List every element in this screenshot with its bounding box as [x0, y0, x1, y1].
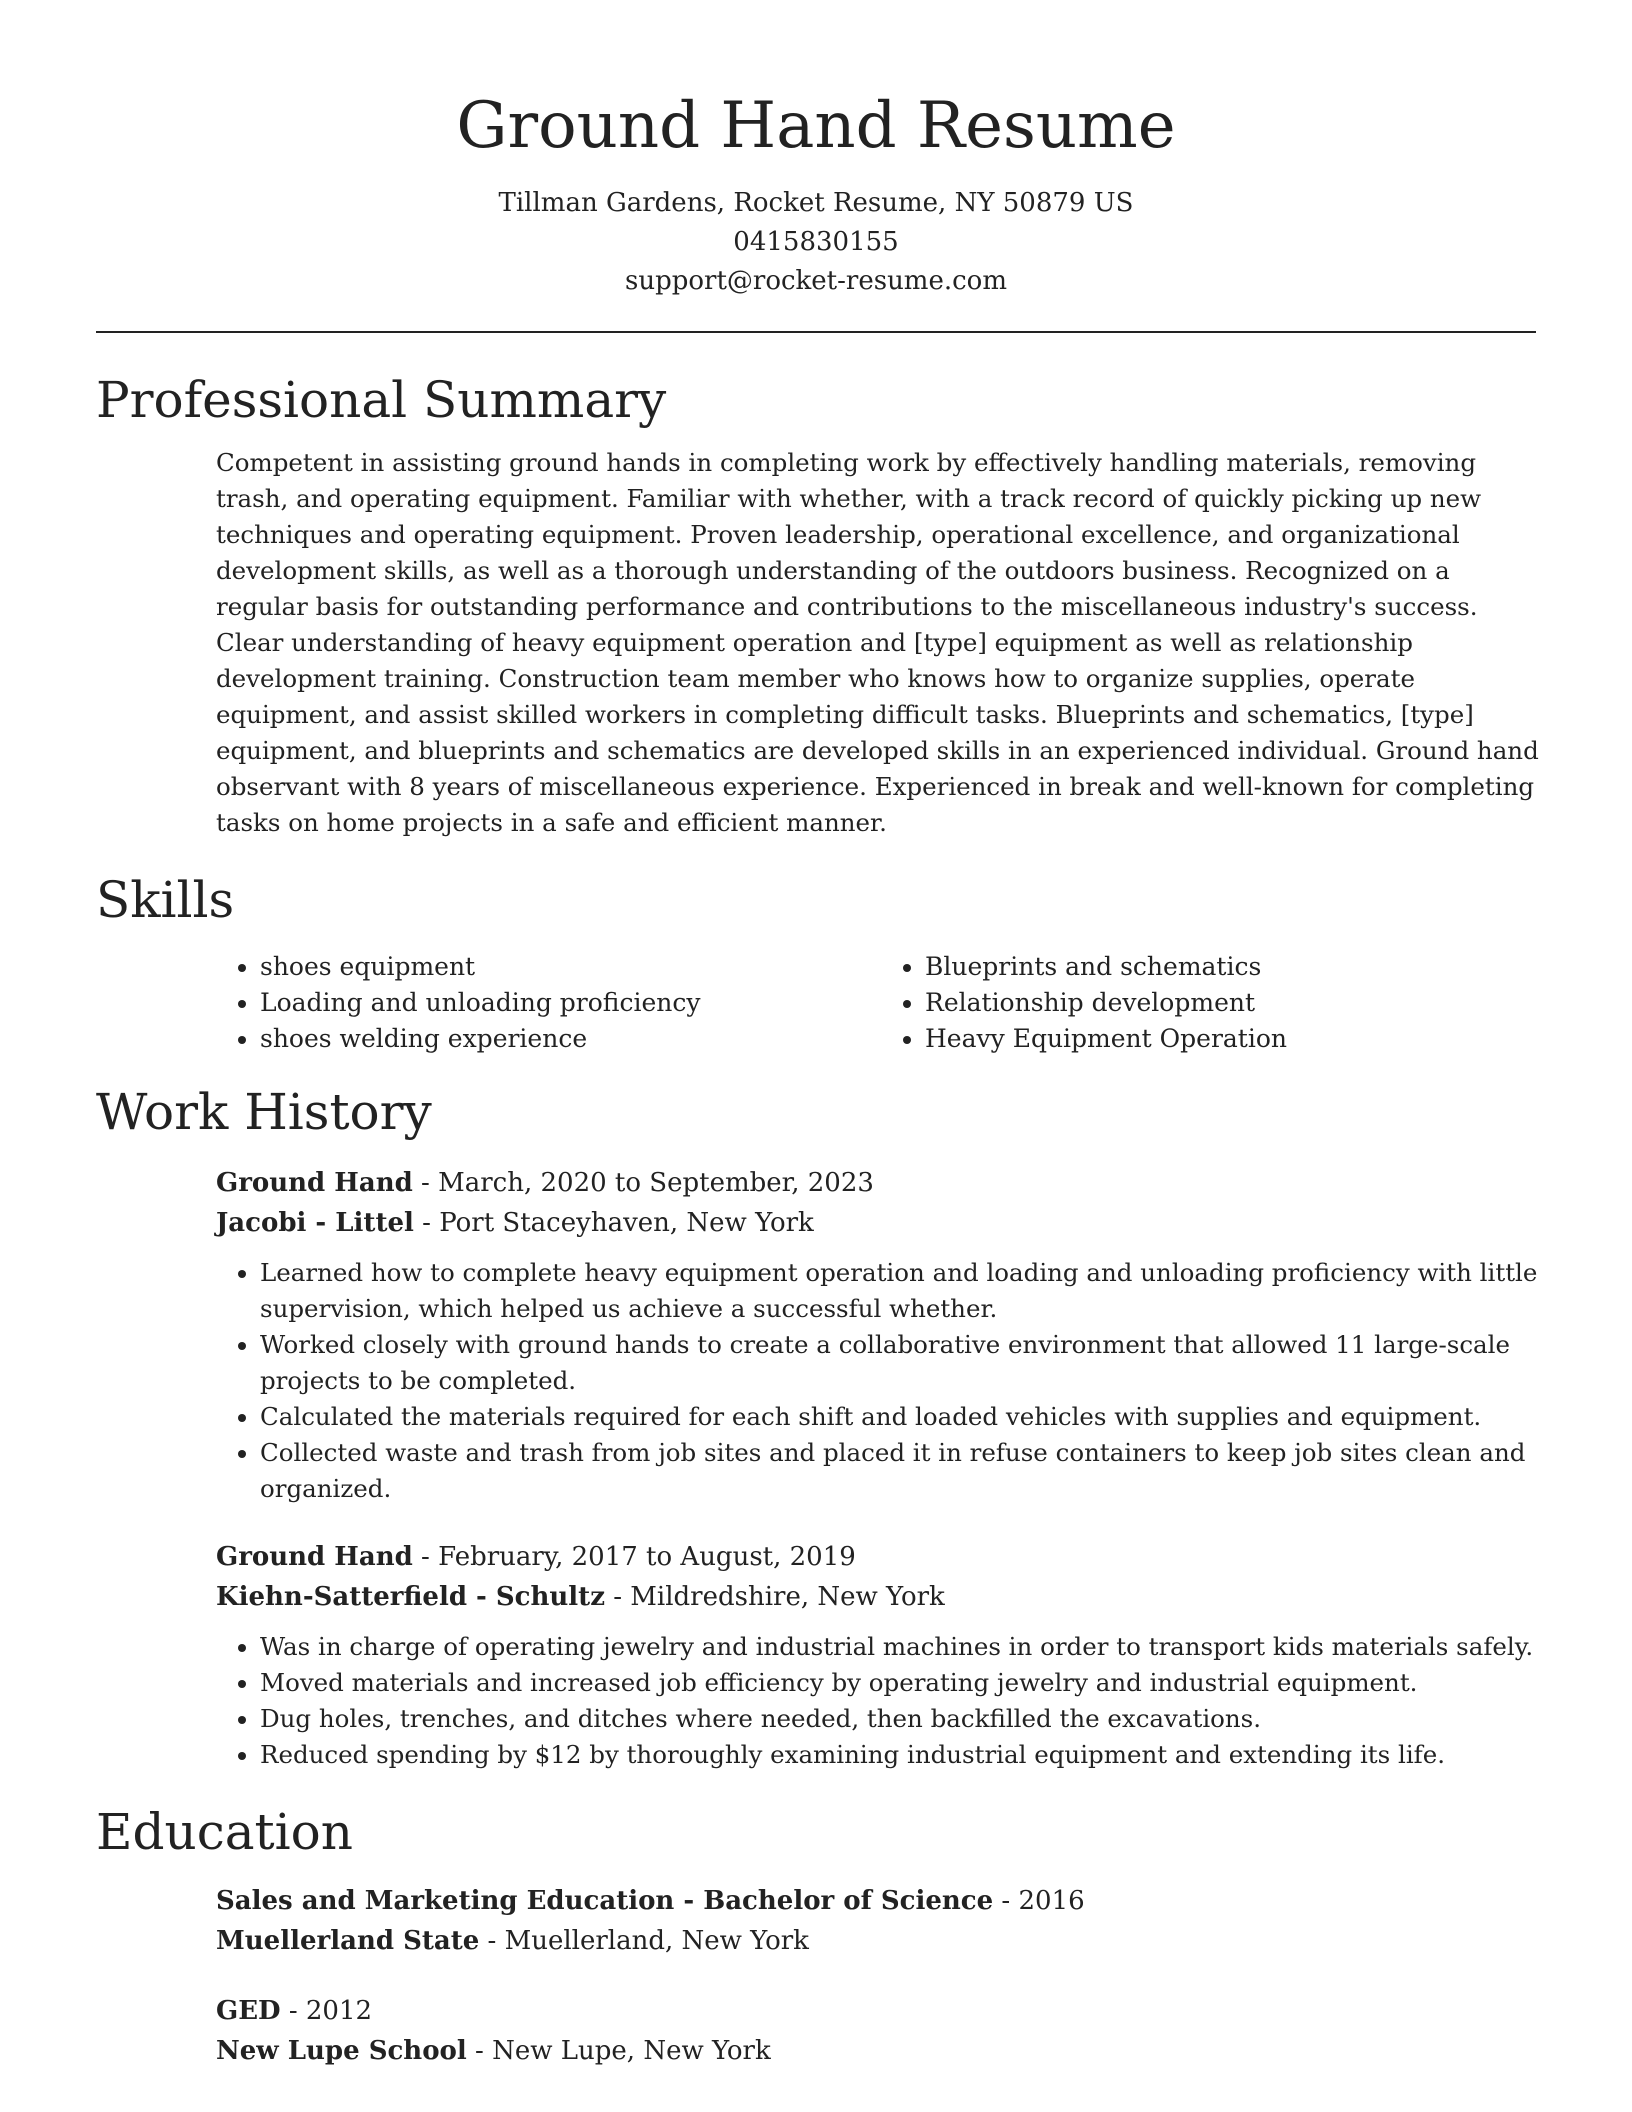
education-degree: Sales and Marketing Education - Bachelor of Science: [216, 1886, 994, 1916]
phone: 0415830155: [733, 227, 899, 257]
education-school-line: [216, 2031, 1536, 2071]
work-history-heading: Work History: [96, 1083, 432, 1141]
header-divider: [96, 331, 1536, 333]
education-degree-line: [216, 1881, 1536, 1921]
job-bullet: • Worked closely with ground hands to create a collaborative environment that allowed 11 large-scale projects to be completed.: [260, 1327, 1550, 1399]
skill-item: • Relationship development: [925, 985, 1546, 1021]
skills-column-right: [881, 949, 1546, 1057]
job-entry: [216, 1163, 1536, 1507]
job-bullets: [216, 1255, 1550, 1507]
contact-info: [96, 184, 1536, 301]
job-bullet: • Moved materials and increased job efficiency by operating jewelry and industrial equipment.: [260, 1665, 1550, 1701]
job-entry: [216, 1537, 1536, 1773]
education-school: Muellerland State: [216, 1926, 480, 1956]
job-company-line: [216, 1577, 1536, 1617]
job-dates: - February, 2017 to August, 2019: [412, 1542, 856, 1572]
job-bullets: [216, 1629, 1550, 1773]
job-bullet: • Collected waste and trash from job sites and placed it in refuse containers to keep job sites clean and organized.: [260, 1435, 1550, 1507]
education-school: New Lupe School: [216, 2036, 467, 2066]
skill-item: • Heavy Equipment Operation: [925, 1021, 1546, 1057]
job-company: Jacobi - Littel: [216, 1208, 414, 1238]
job-location: - Mildredshire, New York: [604, 1582, 945, 1612]
job-location: - Port Staceyhaven, New York: [413, 1208, 814, 1238]
skills-list: [216, 949, 1546, 1057]
education-school-line: [216, 1921, 1536, 1961]
job-title: Ground Hand: [216, 1168, 413, 1198]
resume-title: Ground Hand Resume: [456, 89, 1176, 163]
education-degree-line: [216, 1991, 1536, 2031]
job-title: Ground Hand: [216, 1542, 413, 1572]
resume-page: [96, 0, 1539, 2071]
summary-heading: Professional Summary: [96, 371, 667, 429]
job-bullet: • Dug holes, trenches, and ditches where needed, then backfilled the excavations.: [260, 1701, 1550, 1737]
job-title-line: [216, 1537, 1536, 1577]
resume-header: [96, 0, 1536, 333]
education-entry: [216, 1881, 1536, 1961]
job-company: Kiehn-Satterfield - Schultz: [216, 1582, 605, 1612]
skill-item: • Blueprints and schematics: [925, 949, 1546, 985]
job-bullet: • Was in charge of operating jewelry and industrial machines in order to transport kids materials safely.: [260, 1629, 1550, 1665]
education-entry: [216, 1991, 1536, 2071]
job-bullet: • Learned how to complete heavy equipment operation and loading and unloading proficiency with little supervision, which helped us achieve a successful whether.: [260, 1255, 1550, 1327]
email: support@rocket-resume.com: [624, 266, 1007, 296]
education-year: - 2012: [280, 1996, 373, 2026]
skill-item: • shoes welding experience: [260, 1021, 881, 1057]
skills-heading: Skills: [96, 871, 235, 929]
job-company-line: [216, 1203, 1536, 1243]
job-bullet: • Calculated the materials required for each shift and loaded vehicles with supplies and equipment.: [260, 1399, 1550, 1435]
education-location: - New Lupe, New York: [466, 2036, 771, 2066]
skill-item: • shoes equipment: [260, 949, 881, 985]
job-dates: - March, 2020 to September, 2023: [412, 1168, 874, 1198]
skill-item: • Loading and unloading proficiency: [260, 985, 881, 1021]
education-heading: Education: [96, 1803, 353, 1861]
address: Tillman Gardens, Rocket Resume, NY 50879 US: [498, 188, 1134, 218]
job-bullet: • Reduced spending by $12 by thoroughly examining industrial equipment and extending its life.: [260, 1737, 1550, 1773]
summary-text: Competent in assisting ground hands in completing work by effectively handling materials, removing trash, and operating equipment. Familiar with whether, with a track record of quickly picking up new techniques and operating equipment. Proven leadership, operational excellence, and organizational development skills, as well as a thorough understanding of the outdoors business. Recognized on a regular basis for outstanding performance and contributions to the miscellaneous industry's success. Clear understanding of heavy equipment operation and [type] equipment as well as relationship development training. Construction team member who knows how to organize supplies, operate equipment, and assist skilled workers in completing difficult tasks. Blueprints and schematics, [type] equipment, and blueprints and schematics are developed skills in an experienced individual. Ground hand observant with 8 years of miscellaneous experience. Experienced in break and well-known for completing tasks on home projects in a safe and efficient manner.: [216, 448, 1539, 837]
education-degree: GED: [216, 1996, 281, 2026]
education-year: - 2016: [993, 1886, 1085, 1916]
education-location: - Muellerland, New York: [479, 1926, 809, 1956]
job-title-line: [216, 1163, 1536, 1203]
skills-column-left: [216, 949, 881, 1057]
